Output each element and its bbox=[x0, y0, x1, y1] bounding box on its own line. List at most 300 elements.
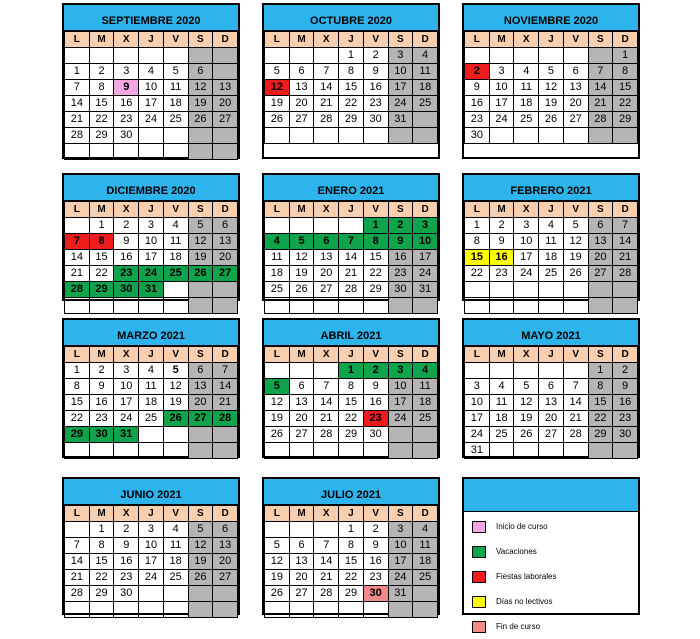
day-cell: 27 bbox=[314, 282, 339, 298]
day-cell: 11 bbox=[413, 538, 438, 554]
day-cell bbox=[613, 128, 638, 144]
weekday-header: S bbox=[588, 347, 613, 363]
day-cell bbox=[563, 298, 588, 314]
day-cell: 13 bbox=[213, 80, 238, 96]
month-grid bbox=[64, 505, 238, 618]
day-cell bbox=[213, 144, 238, 160]
day-cell bbox=[588, 443, 613, 459]
month-title: FEBRERO 2021 bbox=[464, 175, 638, 201]
day-cell: 28 bbox=[213, 411, 238, 427]
day-cell bbox=[588, 48, 613, 64]
day-cell: 26 bbox=[265, 427, 290, 443]
day-cell: 25 bbox=[163, 112, 188, 128]
day-cell: 9 bbox=[465, 80, 490, 96]
day-cell: 22 bbox=[65, 411, 90, 427]
weekday-header: J bbox=[139, 202, 164, 218]
day-cell: 8 bbox=[89, 234, 114, 250]
weekday-header: S bbox=[588, 202, 613, 218]
day-cell bbox=[339, 443, 364, 459]
day-cell: 3 bbox=[489, 64, 514, 80]
day-cell: 23 bbox=[114, 266, 139, 282]
day-cell: 20 bbox=[213, 96, 238, 112]
month-grid bbox=[64, 201, 238, 314]
legend-swatch bbox=[472, 521, 486, 533]
day-cell bbox=[139, 48, 164, 64]
day-cell: 19 bbox=[265, 570, 290, 586]
day-cell: 11 bbox=[265, 250, 290, 266]
day-cell bbox=[314, 443, 339, 459]
day-cell: 16 bbox=[613, 395, 638, 411]
day-cell: 31 bbox=[465, 443, 490, 459]
day-cell: 14 bbox=[65, 250, 90, 266]
weekday-header: M bbox=[89, 347, 114, 363]
day-cell bbox=[163, 298, 188, 314]
weekday-header: V bbox=[163, 347, 188, 363]
weekday-header: V bbox=[363, 32, 388, 48]
day-cell bbox=[539, 363, 564, 379]
weekday-header: L bbox=[65, 32, 90, 48]
day-cell: 17 bbox=[514, 250, 539, 266]
day-cell bbox=[265, 298, 290, 314]
day-cell: 5 bbox=[163, 64, 188, 80]
day-cell bbox=[489, 363, 514, 379]
day-cell: 13 bbox=[188, 379, 213, 395]
day-cell: 21 bbox=[65, 266, 90, 282]
day-cell bbox=[265, 522, 290, 538]
day-cell: 4 bbox=[413, 363, 438, 379]
day-cell: 30 bbox=[363, 586, 388, 602]
weekday-header: X bbox=[114, 202, 139, 218]
legend-label: Días no lectivos bbox=[496, 597, 553, 606]
weekday-header: L bbox=[265, 506, 290, 522]
day-cell: 16 bbox=[388, 250, 413, 266]
day-cell: 29 bbox=[339, 427, 364, 443]
day-cell: 6 bbox=[289, 379, 314, 395]
day-cell: 21 bbox=[588, 96, 613, 112]
day-cell: 22 bbox=[339, 96, 364, 112]
day-cell bbox=[188, 48, 213, 64]
day-cell: 3 bbox=[413, 218, 438, 234]
legend-item bbox=[464, 564, 638, 589]
day-cell: 23 bbox=[89, 411, 114, 427]
day-cell: 13 bbox=[213, 538, 238, 554]
day-cell bbox=[65, 218, 90, 234]
day-cell bbox=[489, 128, 514, 144]
day-cell bbox=[65, 298, 90, 314]
day-cell bbox=[613, 282, 638, 298]
weekday-header: S bbox=[388, 32, 413, 48]
day-cell: 24 bbox=[514, 266, 539, 282]
day-cell bbox=[388, 298, 413, 314]
day-cell: 9 bbox=[114, 538, 139, 554]
day-cell: 4 bbox=[413, 48, 438, 64]
day-cell: 9 bbox=[114, 234, 139, 250]
month-grid bbox=[64, 346, 238, 459]
day-cell bbox=[514, 298, 539, 314]
day-cell: 25 bbox=[413, 570, 438, 586]
day-cell: 10 bbox=[489, 80, 514, 96]
day-cell bbox=[65, 443, 90, 459]
day-cell: 19 bbox=[514, 411, 539, 427]
day-cell: 14 bbox=[339, 250, 364, 266]
day-cell bbox=[388, 602, 413, 618]
day-cell bbox=[413, 586, 438, 602]
day-cell: 13 bbox=[563, 80, 588, 96]
day-cell: 10 bbox=[388, 64, 413, 80]
day-cell: 23 bbox=[363, 570, 388, 586]
weekday-header: V bbox=[163, 506, 188, 522]
day-cell: 13 bbox=[289, 554, 314, 570]
day-cell bbox=[163, 282, 188, 298]
day-cell bbox=[539, 282, 564, 298]
day-cell: 3 bbox=[388, 522, 413, 538]
weekday-header: L bbox=[265, 32, 290, 48]
weekday-header: L bbox=[465, 32, 490, 48]
day-cell: 23 bbox=[363, 411, 388, 427]
legend-item bbox=[464, 539, 638, 564]
day-cell bbox=[563, 443, 588, 459]
day-cell bbox=[265, 48, 290, 64]
day-cell bbox=[314, 298, 339, 314]
month-0 bbox=[62, 3, 240, 159]
weekday-header: J bbox=[339, 202, 364, 218]
day-cell: 6 bbox=[188, 363, 213, 379]
weekday-header: M bbox=[89, 202, 114, 218]
day-cell: 7 bbox=[613, 218, 638, 234]
day-cell: 28 bbox=[314, 112, 339, 128]
day-cell: 2 bbox=[114, 522, 139, 538]
day-cell: 23 bbox=[613, 411, 638, 427]
day-cell bbox=[213, 48, 238, 64]
day-cell bbox=[339, 602, 364, 618]
month-3 bbox=[62, 173, 240, 301]
day-cell: 24 bbox=[139, 112, 164, 128]
day-cell: 24 bbox=[388, 570, 413, 586]
month-title: ENERO 2021 bbox=[264, 175, 438, 201]
day-cell bbox=[139, 586, 164, 602]
weekday-header: D bbox=[613, 202, 638, 218]
day-cell: 22 bbox=[89, 112, 114, 128]
day-cell: 5 bbox=[289, 234, 314, 250]
day-cell: 30 bbox=[114, 282, 139, 298]
day-cell: 27 bbox=[213, 266, 238, 282]
weekday-header: D bbox=[213, 202, 238, 218]
weekday-header: X bbox=[114, 506, 139, 522]
day-cell: 2 bbox=[89, 64, 114, 80]
weekday-header: X bbox=[514, 202, 539, 218]
month-title: OCTUBRE 2020 bbox=[264, 5, 438, 31]
day-cell bbox=[363, 298, 388, 314]
day-cell bbox=[314, 48, 339, 64]
day-cell: 12 bbox=[539, 80, 564, 96]
day-cell bbox=[89, 144, 114, 160]
day-cell: 22 bbox=[363, 266, 388, 282]
day-cell bbox=[613, 443, 638, 459]
day-cell: 10 bbox=[388, 379, 413, 395]
weekday-header: X bbox=[314, 347, 339, 363]
day-cell: 18 bbox=[413, 395, 438, 411]
day-cell bbox=[314, 128, 339, 144]
weekday-header: S bbox=[388, 202, 413, 218]
month-grid bbox=[264, 346, 438, 459]
day-cell bbox=[213, 282, 238, 298]
day-cell: 19 bbox=[188, 554, 213, 570]
day-cell: 4 bbox=[539, 218, 564, 234]
day-cell bbox=[413, 128, 438, 144]
day-cell bbox=[314, 602, 339, 618]
day-cell: 3 bbox=[388, 48, 413, 64]
day-cell: 24 bbox=[139, 570, 164, 586]
day-cell: 15 bbox=[89, 96, 114, 112]
day-cell: 2 bbox=[613, 363, 638, 379]
day-cell: 11 bbox=[163, 538, 188, 554]
day-cell: 1 bbox=[339, 363, 364, 379]
day-cell: 29 bbox=[339, 112, 364, 128]
day-cell: 9 bbox=[363, 379, 388, 395]
legend-swatch bbox=[472, 621, 486, 633]
weekday-header: J bbox=[539, 347, 564, 363]
weekday-header: L bbox=[65, 347, 90, 363]
day-cell: 28 bbox=[613, 266, 638, 282]
month-title: DICIEMBRE 2020 bbox=[64, 175, 238, 201]
weekday-header: J bbox=[139, 32, 164, 48]
day-cell bbox=[139, 443, 164, 459]
day-cell bbox=[89, 48, 114, 64]
month-title: NOVIEMBRE 2020 bbox=[464, 5, 638, 31]
day-cell bbox=[163, 602, 188, 618]
day-cell: 7 bbox=[65, 234, 90, 250]
weekday-header: V bbox=[563, 32, 588, 48]
legend bbox=[462, 477, 640, 631]
month-title: SEPTIEMBRE 2020 bbox=[64, 5, 238, 31]
weekday-header: J bbox=[339, 32, 364, 48]
day-cell: 9 bbox=[114, 80, 139, 96]
day-cell: 2 bbox=[363, 48, 388, 64]
day-cell: 2 bbox=[363, 363, 388, 379]
day-cell: 16 bbox=[114, 96, 139, 112]
weekday-header: S bbox=[188, 347, 213, 363]
day-cell bbox=[489, 48, 514, 64]
day-cell: 13 bbox=[213, 234, 238, 250]
day-cell: 6 bbox=[563, 64, 588, 80]
day-cell: 8 bbox=[588, 379, 613, 395]
day-cell: 19 bbox=[289, 266, 314, 282]
day-cell: 30 bbox=[465, 128, 490, 144]
day-cell: 28 bbox=[65, 128, 90, 144]
day-cell: 25 bbox=[163, 570, 188, 586]
day-cell: 5 bbox=[265, 379, 290, 395]
weekday-header: V bbox=[363, 506, 388, 522]
day-cell: 6 bbox=[289, 64, 314, 80]
day-cell: 7 bbox=[339, 234, 364, 250]
legend-label: Inicio de curso bbox=[496, 522, 548, 531]
day-cell: 12 bbox=[265, 395, 290, 411]
day-cell: 22 bbox=[613, 96, 638, 112]
day-cell bbox=[188, 298, 213, 314]
day-cell: 24 bbox=[114, 411, 139, 427]
day-cell: 15 bbox=[65, 395, 90, 411]
day-cell: 29 bbox=[89, 282, 114, 298]
day-cell: 22 bbox=[339, 411, 364, 427]
day-cell: 12 bbox=[188, 80, 213, 96]
weekday-header: M bbox=[489, 32, 514, 48]
day-cell: 20 bbox=[289, 411, 314, 427]
weekday-header: X bbox=[314, 32, 339, 48]
day-cell bbox=[188, 586, 213, 602]
weekday-header: S bbox=[188, 202, 213, 218]
day-cell: 13 bbox=[289, 80, 314, 96]
day-cell bbox=[188, 144, 213, 160]
weekday-header: X bbox=[514, 347, 539, 363]
day-cell bbox=[563, 282, 588, 298]
day-cell: 16 bbox=[89, 395, 114, 411]
day-cell: 27 bbox=[588, 266, 613, 282]
day-cell bbox=[539, 128, 564, 144]
day-cell bbox=[114, 443, 139, 459]
day-cell bbox=[388, 443, 413, 459]
day-cell bbox=[539, 443, 564, 459]
weekday-header: V bbox=[163, 32, 188, 48]
day-cell: 19 bbox=[188, 96, 213, 112]
day-cell: 12 bbox=[563, 234, 588, 250]
day-cell: 21 bbox=[339, 266, 364, 282]
day-cell: 19 bbox=[265, 96, 290, 112]
day-cell: 28 bbox=[588, 112, 613, 128]
weekday-header: D bbox=[213, 32, 238, 48]
day-cell: 12 bbox=[163, 379, 188, 395]
month-title: JUNIO 2021 bbox=[64, 479, 238, 505]
legend-label: Vacaciones bbox=[496, 547, 537, 556]
day-cell: 30 bbox=[613, 427, 638, 443]
day-cell: 27 bbox=[289, 586, 314, 602]
day-cell: 22 bbox=[339, 570, 364, 586]
day-cell: 14 bbox=[65, 96, 90, 112]
month-title: MAYO 2021 bbox=[464, 320, 638, 346]
day-cell: 11 bbox=[163, 80, 188, 96]
day-cell: 24 bbox=[413, 266, 438, 282]
day-cell: 12 bbox=[265, 80, 290, 96]
month-4 bbox=[262, 173, 440, 301]
day-cell: 2 bbox=[489, 218, 514, 234]
day-cell: 4 bbox=[489, 379, 514, 395]
legend-swatch bbox=[472, 596, 486, 608]
day-cell: 3 bbox=[139, 218, 164, 234]
day-cell bbox=[89, 443, 114, 459]
day-cell bbox=[163, 586, 188, 602]
day-cell: 14 bbox=[65, 554, 90, 570]
day-cell: 23 bbox=[465, 112, 490, 128]
day-cell bbox=[314, 218, 339, 234]
day-cell: 15 bbox=[339, 554, 364, 570]
day-cell: 24 bbox=[388, 96, 413, 112]
day-cell: 29 bbox=[89, 586, 114, 602]
day-cell bbox=[413, 298, 438, 314]
day-cell: 2 bbox=[363, 522, 388, 538]
month-6 bbox=[62, 318, 240, 458]
weekday-header: D bbox=[613, 347, 638, 363]
day-cell: 18 bbox=[514, 96, 539, 112]
day-cell: 6 bbox=[213, 522, 238, 538]
day-cell: 20 bbox=[213, 250, 238, 266]
day-cell: 9 bbox=[489, 234, 514, 250]
day-cell: 15 bbox=[613, 80, 638, 96]
weekday-header: L bbox=[65, 202, 90, 218]
day-cell: 11 bbox=[413, 64, 438, 80]
day-cell: 20 bbox=[188, 395, 213, 411]
day-cell: 23 bbox=[388, 266, 413, 282]
weekday-header: M bbox=[489, 202, 514, 218]
weekday-header: J bbox=[339, 347, 364, 363]
day-cell bbox=[163, 443, 188, 459]
day-cell bbox=[65, 144, 90, 160]
day-cell: 11 bbox=[413, 379, 438, 395]
weekday-header: M bbox=[289, 202, 314, 218]
day-cell: 17 bbox=[465, 411, 490, 427]
weekday-header: S bbox=[588, 32, 613, 48]
day-cell: 28 bbox=[314, 427, 339, 443]
day-cell: 24 bbox=[388, 411, 413, 427]
day-cell: 11 bbox=[514, 80, 539, 96]
month-grid bbox=[264, 31, 438, 144]
day-cell: 29 bbox=[613, 112, 638, 128]
month-grid bbox=[64, 31, 238, 160]
day-cell bbox=[163, 144, 188, 160]
day-cell bbox=[563, 128, 588, 144]
day-cell: 25 bbox=[514, 112, 539, 128]
day-cell: 3 bbox=[514, 218, 539, 234]
day-cell: 31 bbox=[388, 586, 413, 602]
day-cell: 23 bbox=[489, 266, 514, 282]
day-cell: 2 bbox=[465, 64, 490, 80]
day-cell: 18 bbox=[489, 411, 514, 427]
day-cell: 17 bbox=[388, 395, 413, 411]
weekday-header: X bbox=[114, 347, 139, 363]
weekday-header: D bbox=[413, 202, 438, 218]
day-cell: 8 bbox=[89, 80, 114, 96]
day-cell: 18 bbox=[413, 80, 438, 96]
legend-header bbox=[464, 479, 638, 512]
day-cell: 8 bbox=[613, 64, 638, 80]
day-cell: 18 bbox=[539, 250, 564, 266]
weekday-header: L bbox=[65, 506, 90, 522]
weekday-header: S bbox=[188, 32, 213, 48]
day-cell: 31 bbox=[413, 282, 438, 298]
day-cell: 30 bbox=[89, 427, 114, 443]
month-grid bbox=[464, 31, 638, 144]
day-cell: 20 bbox=[563, 96, 588, 112]
weekday-header: J bbox=[139, 347, 164, 363]
month-title: ABRIL 2021 bbox=[264, 320, 438, 346]
day-cell bbox=[289, 602, 314, 618]
day-cell: 26 bbox=[289, 282, 314, 298]
day-cell: 16 bbox=[363, 554, 388, 570]
day-cell: 1 bbox=[65, 363, 90, 379]
day-cell: 26 bbox=[563, 266, 588, 282]
day-cell: 12 bbox=[188, 538, 213, 554]
day-cell: 7 bbox=[314, 379, 339, 395]
day-cell: 8 bbox=[65, 379, 90, 395]
day-cell bbox=[289, 522, 314, 538]
day-cell: 31 bbox=[114, 427, 139, 443]
day-cell: 15 bbox=[363, 250, 388, 266]
day-cell: 7 bbox=[563, 379, 588, 395]
day-cell bbox=[65, 602, 90, 618]
day-cell: 6 bbox=[213, 218, 238, 234]
day-cell: 9 bbox=[613, 379, 638, 395]
day-cell: 1 bbox=[339, 522, 364, 538]
day-cell: 18 bbox=[139, 395, 164, 411]
day-cell: 25 bbox=[163, 266, 188, 282]
